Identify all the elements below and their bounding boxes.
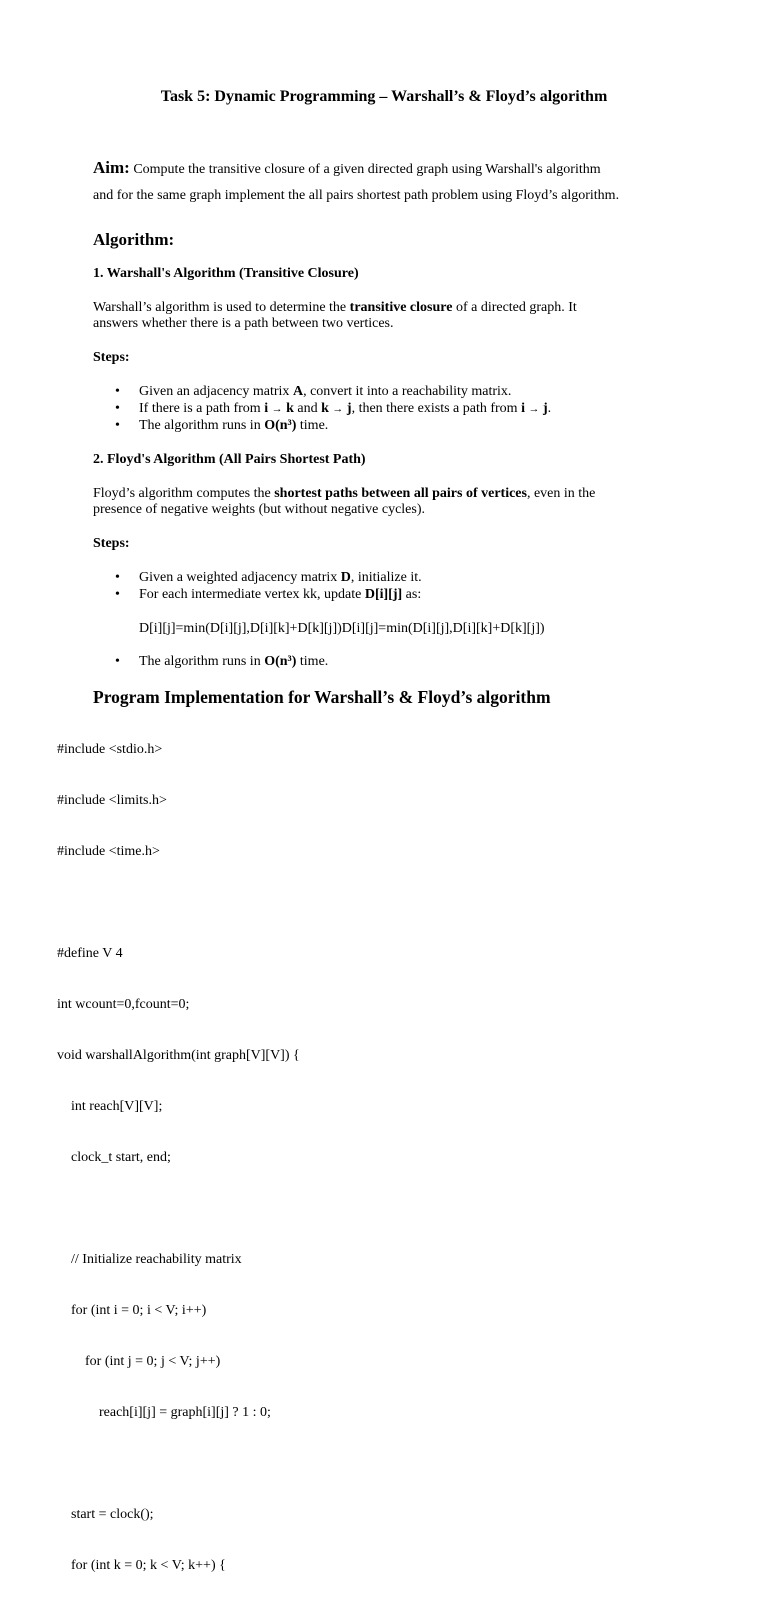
aim-line-1 <box>93 160 601 178</box>
bold-term: transitive closure <box>349 300 453 315</box>
text-run: Given a weighted adjacency matrix <box>139 570 341 585</box>
bullet-glyph: • <box>115 570 120 585</box>
bold-term: j <box>346 401 352 416</box>
code-line: void warshallAlgorithm(int graph[V][V]) { <box>57 1048 300 1063</box>
bold-term: shortest paths between all pairs of vertices <box>274 486 527 501</box>
code-line <box>57 1200 300 1217</box>
text-run: The algorithm runs in <box>139 654 265 669</box>
text-run: The algorithm runs in <box>139 418 265 433</box>
code-line: int reach[V][V]; <box>57 1099 163 1114</box>
text-run: , even in the <box>526 486 596 501</box>
floyd-steps-label: Steps: <box>93 536 130 551</box>
code-line: reach[i][j] = graph[i][j] ? 1 : 0; <box>57 1405 271 1420</box>
bold-term: O(n³) <box>264 654 297 669</box>
code-line: start = clock(); <box>57 1507 154 1522</box>
bold-term: i <box>521 401 525 416</box>
aim-label: Aim: <box>93 158 130 177</box>
bullet-glyph: • <box>115 384 120 399</box>
text-run: , initialize it. <box>350 570 422 585</box>
warshall-step-3 <box>139 418 328 434</box>
code-block <box>57 707 300 1608</box>
text-run: . <box>547 401 552 416</box>
warshall-paragraph-line-1 <box>93 300 577 316</box>
warshall-paragraph-line-2: answers whether there is a path between two vertices. <box>93 316 394 331</box>
floyd-step-3 <box>139 654 328 670</box>
text-run: as: <box>402 587 422 602</box>
warshall-steps-label: Steps: <box>93 350 130 365</box>
code-line <box>57 1455 300 1472</box>
text-run: of a directed graph. It <box>452 300 577 315</box>
text-run: and <box>293 401 322 416</box>
text-run: Warshall’s algorithm is used to determine the <box>93 300 350 315</box>
text-run: Floyd’s algorithm computes the <box>93 486 275 501</box>
code-line: #include <stdio.h> <box>57 742 163 757</box>
text-run: , convert it into a reachability matrix. <box>303 384 512 399</box>
code-line: #define V 4 <box>57 946 123 961</box>
code-line: #include <limits.h> <box>57 793 167 808</box>
bold-term: A <box>292 384 304 399</box>
floyd-paragraph-line-1 <box>93 486 595 502</box>
text-run: , then there exists a path from <box>351 401 522 416</box>
floyd-step-2 <box>139 587 421 603</box>
bullet-glyph: • <box>115 401 120 416</box>
bold-term: D[i][j] <box>364 587 403 602</box>
text-run: For each intermediate vertex kk, update <box>139 587 365 602</box>
floyd-step-1 <box>139 570 422 586</box>
text-run: time. <box>296 418 329 433</box>
bold-term: D <box>340 570 351 585</box>
bold-term: k <box>286 401 294 416</box>
code-line <box>57 894 300 911</box>
aim-line-2: and for the same graph implement the all pairs shortest path problem using Floyd’s algorithm. <box>93 188 620 203</box>
arrow-symbol: → <box>271 403 283 415</box>
bullet-glyph: • <box>115 587 120 602</box>
warshall-step-1 <box>139 384 511 400</box>
code-line: // Initialize reachability matrix <box>57 1252 242 1267</box>
floyd-formula: D[i][j]=min(D[i][j],D[i][k]+D[k][j])D[i][j]=min(D[i][j],D[i][k]+D[k][j]) <box>139 621 545 636</box>
code-line: for (int i = 0; i < V; i++) <box>57 1303 207 1318</box>
text-run: If there is a path from <box>139 401 265 416</box>
warshall-step-2 <box>139 401 551 417</box>
bold-term: O(n³) <box>264 418 297 433</box>
code-line: clock_t start, end; <box>57 1150 171 1165</box>
code-line: int wcount=0,fcount=0; <box>57 997 190 1012</box>
warshall-heading: 1. Warshall's Algorithm (Transitive Closure) <box>93 266 359 281</box>
algorithm-heading: Algorithm: <box>93 230 175 249</box>
bullet-glyph: • <box>115 654 120 669</box>
arrow-symbol: → <box>332 403 344 415</box>
code-line: for (int j = 0; j < V; j++) <box>57 1354 221 1369</box>
bold-term: k <box>321 401 329 416</box>
bullet-glyph: • <box>115 418 120 433</box>
bold-term: i <box>264 401 269 416</box>
floyd-heading: 2. Floyd's Algorithm (All Pairs Shortest Path) <box>93 452 366 467</box>
aim-text-1: Compute the transitive closure of a given directed graph using Warshall's algorithm <box>133 162 601 177</box>
code-line: for (int k = 0; k < V; k++) { <box>57 1558 226 1573</box>
arrow-symbol: → <box>528 403 540 415</box>
text-run: Given an adjacency matrix <box>139 384 293 399</box>
text-run: time. <box>296 654 329 669</box>
bold-term: j <box>542 401 548 416</box>
page-title: Task 5: Dynamic Programming – Warshall’s & Floyd’s algorithm <box>160 88 608 105</box>
floyd-paragraph-line-2: presence of negative weights (but without negative cycles). <box>93 502 425 517</box>
program-heading: Program Implementation for Warshall’s & Floyd’s algorithm <box>93 687 551 707</box>
code-line: #include <time.h> <box>57 844 160 859</box>
